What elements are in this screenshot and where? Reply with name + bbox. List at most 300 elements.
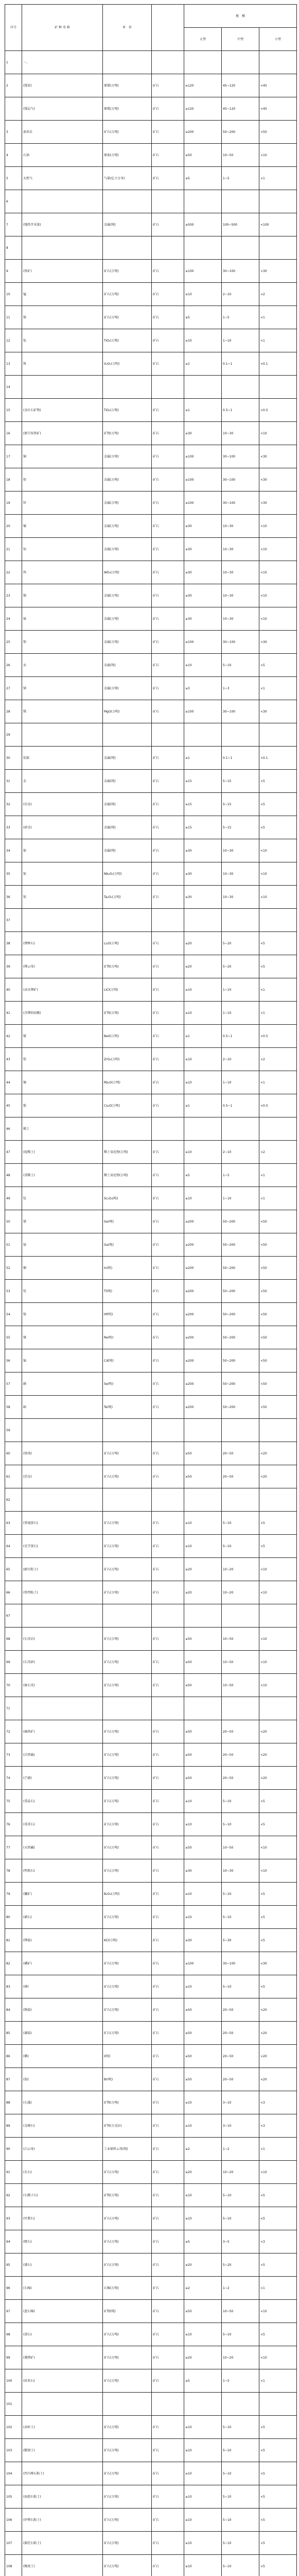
cell-name: 铍 [22,1025,103,1048]
cell-large: ≥10 [184,1790,222,1813]
cell-medium: 0.5~1 [222,1094,259,1117]
cell-small: <0.5 [259,1094,297,1117]
cell-small: <50 [259,1303,297,1326]
cell-capacity: 矿石 [152,631,184,654]
cell-no: 74 [5,1767,22,1790]
cell-medium [222,1697,259,1720]
cell-name: (蓝石棉) [22,2300,103,2323]
table-row [5,236,297,260]
cell-name: (硫铁矿) [22,1720,103,1743]
cell-capacity: 矿石 [152,1651,184,1674]
cell-medium: 20~50 [222,1442,259,1465]
cell-no: 40 [5,978,22,1002]
table-row [5,1929,297,1952]
cell-large: ≥50 [184,1836,222,1859]
table-row [5,1071,297,1094]
cell-small: <20 [259,2068,297,2091]
cell-name: (沸石) [22,2253,103,2277]
cell-name [22,909,103,932]
cell-medium [222,909,259,932]
cell-no: 27 [5,677,22,700]
table-row [5,167,297,190]
cell-small: <10 [259,2346,297,2369]
cell-unit [103,190,152,213]
cell-small: <5 [259,2207,297,2230]
cell-capacity [152,2393,184,2416]
cell-small: <20 [259,1767,297,1790]
cell-no: 43 [5,1048,22,1071]
cell-medium: 20~50 [222,1998,259,2022]
cell-name: 锗 [22,1210,103,1233]
cell-large: ≥10 [184,2485,222,2509]
cell-capacity: 矿石 [152,793,184,816]
cell-small [259,1419,297,1442]
cell-small: <5 [259,816,297,839]
cell-name: 铯 [22,1094,103,1117]
cell-small: <5 [259,1790,297,1813]
cell-capacity: 矿石 [152,816,184,839]
cell-name: 镁 [22,700,103,723]
cell-name: (脉石英) [22,1674,103,1697]
cell-capacity: 矿石 [152,1813,184,1836]
cell-capacity: 矿石 [152,1303,184,1326]
table-row [5,2485,297,2509]
table-row [5,1094,297,1117]
cell-name: 金 [22,770,103,793]
cell-name: 镉 [22,1349,103,1372]
cell-large: ≥3 [184,677,222,700]
cell-name: (普通萤石) [22,1512,103,1535]
cell-no: 91 [5,2161,22,2184]
cell-no [5,97,22,121]
cell-unit: BeO(万吨) [103,1025,152,1048]
cell-unit: 矿石(万吨) [103,1975,152,1998]
cell-no: 48 [5,1164,22,1187]
cell-unit: 稀土氧化物(万吨) [103,1164,152,1187]
cell-name: (膨润土) [22,2439,103,2462]
cell-capacity: 矿石 [152,1512,184,1535]
cell-small: <10 [259,607,297,631]
cell-no: 2 [5,74,22,97]
cell-capacity [152,1419,184,1442]
cell-large: ≥20 [184,2161,222,2184]
cell-medium: 30~100 [222,468,259,492]
cell-large: ≥10 [184,2416,222,2439]
cell-no: 57 [5,1372,22,1396]
cell-medium: 3~10 [222,2114,259,2138]
cell-name: 铼 [22,1326,103,1349]
cell-medium: 10~20 [222,1558,259,1581]
cell-small: <20 [259,1442,297,1465]
cell-medium: 5~10 [222,654,259,677]
cell-unit: 矿石(万吨) [103,1952,152,1975]
table-row [5,1952,297,1975]
cell-no: 14 [5,376,22,399]
cell-unit: 矿石(万吨) [103,1651,152,1674]
cell-medium: 10~30 [222,561,259,584]
cell-no: 107 [5,2532,22,2555]
cell-large: ≥50 [184,144,222,167]
cell-large: ≥10 [184,2114,222,2138]
cell-name: (磷矿) [22,1952,103,1975]
cell-unit: 矿石(万吨) [103,2207,152,2230]
cell-small: <5 [259,1975,297,1998]
cell-no: 34 [5,839,22,862]
cell-name: (锂云母) [22,955,103,978]
cell-small: <5 [259,1813,297,1836]
cell-unit: 矿石(万吨) [103,2509,152,2532]
cell-name: 钨 [22,561,103,584]
cell-name: 锑 [22,677,103,700]
cell-unit: Re(吨) [103,1326,152,1349]
cell-large: ≥10 [184,283,222,306]
cell-large: ≥200 [184,1233,222,1257]
cell-capacity: 矿石 [152,2532,184,2555]
cell-medium: 5~10 [222,2555,259,2576]
cell-capacity: 矿石 [152,2184,184,2207]
cell-no: 80 [5,1906,22,1929]
table-row [5,2045,297,2068]
table-row [5,1859,297,1883]
cell-large: ≥50 [184,1465,222,1488]
cell-unit: 矿石(万吨) [103,1720,152,1743]
cell-small: <5 [259,1883,297,1906]
cell-medium: 0.5~1 [222,399,259,422]
cell-large: ≥1 [184,1025,222,1048]
cell-small: <1 [259,677,297,700]
cell-small: <1 [259,978,297,1002]
cell-unit: 金属(万吨) [103,538,152,561]
cell-name: 钪 [22,1187,103,1210]
cell-name: (含锂铝硅酸) [22,1002,103,1025]
cell-medium: 1~5 [222,1164,259,1187]
table-row [5,1280,297,1303]
cell-no: 53 [5,1280,22,1303]
cell-small [259,1117,297,1141]
cell-capacity: 矿石 [152,97,184,121]
cell-unit [103,1604,152,1628]
cell-capacity: 矿石 [152,538,184,561]
cell-large: ≥120 [184,97,222,121]
cell-no: 41 [5,1002,22,1025]
table-row [5,770,297,793]
cell-capacity: 矿石 [152,2138,184,2161]
cell-small: <50 [259,1257,297,1280]
cell-name: (冶金) [22,1465,103,1488]
table-row [5,2277,297,2300]
cell-small [259,1604,297,1628]
cell-large [184,1604,222,1628]
cell-small: <10 [259,538,297,561]
cell-no: 84 [5,1998,22,2022]
cell-small: <5 [259,955,297,978]
cell-medium: 30~100 [222,631,259,654]
cell-small: <5 [259,654,297,677]
table-row [5,1628,297,1651]
cell-medium: 10~50 [222,1651,259,1674]
cell-medium: 5~10 [222,1883,259,1906]
cell-large: ≥20 [184,2346,222,2369]
cell-capacity: 矿石 [152,1094,184,1117]
table-row [5,445,297,468]
cell-unit: 矿物(万吨) [103,1002,152,1025]
cell-small: <10 [259,144,297,167]
table-row [5,1396,297,1419]
cell-name: 锰 [22,283,103,306]
cell-small: <2 [259,1048,297,1071]
cell-small: <20 [259,1465,297,1488]
cell-small: <1 [259,2369,297,2393]
cell-name: (熔剂) [22,1442,103,1465]
cell-small: <5 [259,2323,297,2346]
cell-small: <5 [259,2555,297,2576]
header-large: 大型 [184,28,222,51]
table-row [5,1488,297,1512]
table-row [5,1349,297,1372]
cell-capacity: 矿石 [152,1210,184,1233]
cell-large: ≥20 [184,932,222,955]
table-row [5,492,297,515]
header-scale: 规 模 [184,5,297,28]
cell-unit: 金属(吨) [103,793,152,816]
cell-no: 56 [5,1349,22,1372]
cell-large: ≥30 [184,886,222,909]
cell-no: 93 [5,2207,22,2230]
table-row [5,2114,297,2138]
cell-name: 一、 [22,51,103,74]
cell-medium: 10~50 [222,1674,259,1697]
cell-small: <5 [259,2253,297,2277]
cell-no: 55 [5,1326,22,1349]
cell-name: (伊利石粘土) [22,2509,103,2532]
table-row [5,1187,297,1210]
cell-small: <10 [259,1651,297,1674]
cell-capacity: 矿石 [152,260,184,283]
table-row [5,1720,297,1743]
cell-capacity: 矿石 [152,1628,184,1651]
cell-unit: 矿物(万克拉) [103,2114,152,2138]
cell-large: ≥500 [184,213,222,236]
cell-large: ≥30 [184,1859,222,1883]
table-row [5,700,297,723]
table-row [5,2022,297,2045]
cell-unit: Cs₂O(万吨) [103,1094,152,1117]
cell-name: (耐火粘土) [22,1558,103,1581]
cell-unit: 矿物(万吨) [103,2184,152,2207]
cell-large [184,2393,222,2416]
cell-large [184,723,222,747]
cell-no: 104 [5,2462,22,2485]
cell-large: ≥5 [184,2369,222,2393]
cell-large: ≥200 [184,121,222,144]
cell-unit: 矿石(万吨) [103,260,152,283]
cell-name: 钼 [22,631,103,654]
cell-medium: 20~50 [222,2068,259,2091]
cell-name: (钾盐) [22,1929,103,1952]
table-row [5,1164,297,1187]
cell-capacity: 矿石 [152,445,184,468]
cell-no: 62 [5,1488,22,1512]
cell-small: <30 [259,700,297,723]
table-row [5,654,297,677]
cell-capacity: 矿石 [152,1836,184,1859]
cell-name: (砷) [22,1975,103,1998]
cell-small: <5 [259,1535,297,1558]
cell-name: (石英岩) [22,1628,103,1651]
cell-name: (光学萤石) [22,1535,103,1558]
cell-name: (明矾石) [22,1859,103,1883]
cell-small: <10 [259,1558,297,1581]
cell-unit: 矿石(万吨) [103,2369,152,2393]
cell-large: ≥10 [184,2207,222,2230]
table-row [5,932,297,955]
cell-small: <5 [259,1512,297,1535]
cell-medium: 20~50 [222,1720,259,1743]
cell-small: <10 [259,862,297,886]
cell-capacity: 矿石 [152,1187,184,1210]
cell-capacity: 矿石 [152,1743,184,1767]
cell-large [184,236,222,260]
cell-unit: 矿石(万吨) [103,1558,152,1581]
table-row [5,121,297,144]
table-row [5,1975,297,1998]
cell-capacity: 矿石 [152,2346,184,2369]
cell-small: <1 [259,1071,297,1094]
cell-unit: Ta₂O₅(万吨) [103,886,152,909]
cell-capacity [152,376,184,399]
cell-medium: 10~20 [222,2161,259,2184]
cell-medium: 1~10 [222,1187,259,1210]
cell-large: ≥30 [184,422,222,445]
cell-name [22,376,103,399]
cell-unit: 矿石(万吨) [103,1906,152,1929]
cell-small: <5 [259,932,297,955]
cell-name: (煤炭) [22,74,103,97]
cell-name: 油页岩 [22,121,103,144]
cell-capacity: 矿石 [152,1906,184,1929]
cell-large: ≥30 [184,561,222,584]
cell-medium: 50~200 [222,1233,259,1257]
table-row [5,1743,297,1767]
cell-name [22,236,103,260]
cell-no: 69 [5,1651,22,1674]
cell-unit: TiO₂(万吨) [103,329,152,352]
cell-name: (金刚石) [22,2114,103,2138]
cell-medium: 10~30 [222,886,259,909]
cell-large: ≥10 [184,1975,222,1998]
cell-medium: 5~20 [222,2253,259,2277]
cell-small: <10 [259,839,297,862]
cell-name: (溴) [22,2068,103,2091]
cell-capacity: 矿石 [152,2207,184,2230]
cell-no: 68 [5,1628,22,1651]
cell-medium: 5~15 [222,816,259,839]
cell-capacity [152,1488,184,1512]
cell-unit: 矿石(万吨) [103,1442,152,1465]
cell-large: ≥20 [184,955,222,978]
cell-capacity: 矿石 [152,1372,184,1396]
table-row [5,839,297,862]
cell-large [184,1697,222,1720]
cell-small: <10 [259,515,297,538]
cell-medium: 50~200 [222,1210,259,1233]
cell-unit: 金属(万吨) [103,677,152,700]
cell-small: <10 [259,886,297,909]
cell-large: ≥2 [184,2277,222,2300]
cell-no: 5 [5,167,22,190]
cell-capacity: 矿石 [152,932,184,955]
cell-small: <0.5 [259,1025,297,1048]
cell-capacity: 矿石 [152,747,184,770]
cell-medium: 10~30 [222,1859,259,1883]
cell-unit: 矿石(万吨) [103,1512,152,1535]
cell-small: <1 [259,2138,297,2161]
cell-medium [222,723,259,747]
table-row [5,561,297,584]
cell-large: ≥50 [184,1743,222,1767]
table-row [5,1442,297,1465]
cell-no: 50 [5,1210,22,1233]
cell-large: ≥10 [184,1141,222,1164]
cell-large [184,376,222,399]
cell-large: ≥10 [184,2555,222,2576]
cell-small: <100 [259,213,297,236]
cell-medium: 50~200 [222,121,259,144]
cell-unit: Tl(吨) [103,1280,152,1303]
cell-large: ≥10 [184,2091,222,2114]
cell-small: <45 [259,97,297,121]
cell-no: 72 [5,1720,22,1743]
cell-unit: Se(吨) [103,1372,152,1396]
table-row [5,1535,297,1558]
cell-unit: Li₂O(万吨) [103,932,152,955]
cell-small: <5 [259,2532,297,2555]
cell-medium: 30~100 [222,445,259,468]
cell-small: <3 [259,2114,297,2138]
cell-name: (海泡石粘土) [22,2485,103,2509]
cell-medium [222,1117,259,1141]
cell-large: ≥20 [184,1558,222,1581]
table-body [5,51,297,2576]
cell-large: ≥1 [184,747,222,770]
cell-small: <30 [259,631,297,654]
cell-large: ≥20 [184,1581,222,1604]
cell-capacity: 矿石 [152,2369,184,2393]
cell-unit: 石棉(万吨) [103,2277,152,2300]
header-blank [152,5,184,51]
cell-medium: 1~5 [222,167,259,190]
cell-capacity: 矿石 [152,700,184,723]
table-row [5,352,297,376]
cell-unit: 金属(吨) [103,747,152,770]
cell-name: (凹凸棒石粘土) [22,2462,103,2485]
cell-no: 3 [5,121,22,144]
cell-capacity: 矿石 [152,1048,184,1071]
cell-unit [103,236,152,260]
cell-medium: 1~10 [222,978,259,1002]
cell-large: ≥15 [184,793,222,816]
cell-unit: MgO(万吨) [103,700,152,723]
cell-no: 63 [5,1512,22,1535]
cell-capacity: 矿石 [152,167,184,190]
cell-capacity: 矿石 [152,1581,184,1604]
table-row [5,2091,297,2114]
cell-no: 61 [5,1465,22,1488]
cell-large: ≥10 [184,1906,222,1929]
cell-large: ≥50 [184,1628,222,1651]
cell-small: <5 [259,2184,297,2207]
cell-name: (铸型粘土) [22,1581,103,1604]
